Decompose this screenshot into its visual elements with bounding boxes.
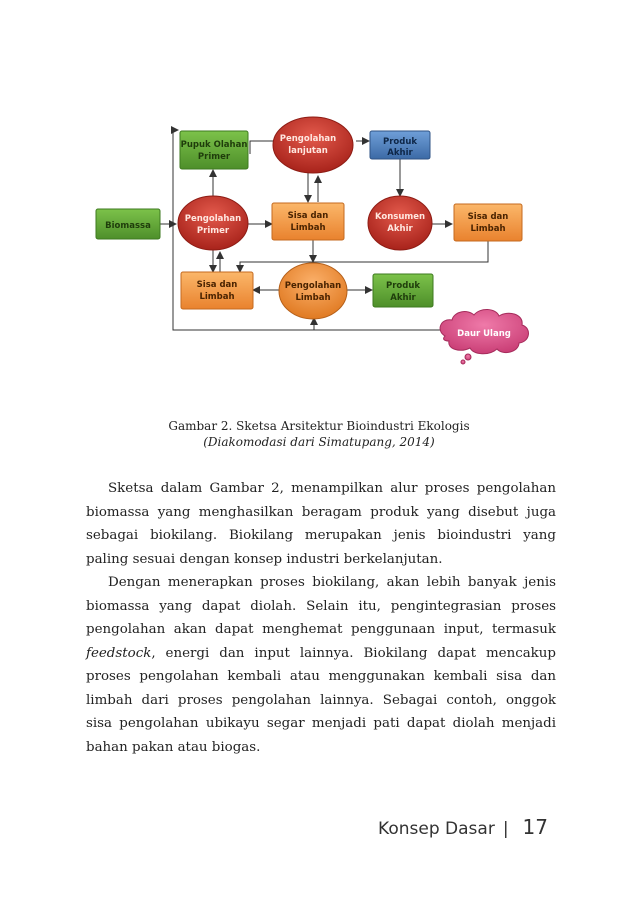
svg-text:Biomassa: Biomassa — [105, 221, 151, 231]
paragraph-2-line — [86, 642, 556, 666]
svg-text:Pengolahan: Pengolahan — [184, 214, 242, 224]
figure-caption-title: Gambar 2. Sketsa Arsitektur Bioindustri Ekologis — [168, 419, 470, 433]
svg-text:Pengolahan: Pengolahan — [284, 281, 342, 291]
node-daur-ulang-cloud — [440, 309, 528, 364]
svg-text:Limbah: Limbah — [470, 224, 506, 234]
footer-separator: | — [502, 819, 509, 839]
node-pengolahan-lanjutan — [273, 117, 353, 173]
node-pupuk-olahan-primer — [180, 131, 248, 169]
svg-text:Akhir: Akhir — [390, 293, 416, 303]
paragraph-2-line: pengolahan akan dapat menghemat penggunaan input, termasuk — [86, 622, 556, 637]
paragraph-2-line: limbah dari proses pengolahan lainnya. Sebagai contoh, onggok — [86, 692, 556, 708]
svg-text:Limbah: Limbah — [290, 223, 326, 233]
paragraph-1-line: Sketsa dalam Gambar 2, menampilkan alur proses pengolahan — [108, 481, 556, 496]
paragraph-2-line: bahan pakan atau biogas. — [86, 739, 261, 755]
node-sisa-limbah-right — [454, 204, 522, 241]
node-konsumen-akhir — [368, 196, 432, 250]
arrow-sisa-right-to-sisa-bottom — [240, 241, 488, 272]
svg-text:Limbah: Limbah — [199, 292, 235, 302]
paragraph-2-line: sisa pengolahan ubikayu segar menjadi pati dapat diolah menjadi — [86, 716, 556, 731]
svg-text:Sisa dan: Sisa dan — [287, 211, 329, 221]
feedstock-term: feedstock — [86, 645, 152, 661]
node-produk-akhir-top — [370, 131, 430, 159]
bioindustry-diagram — [0, 0, 638, 410]
paragraph-2-line: Dengan menerapkan proses biokilang, akan lebih banyak jenis — [108, 575, 556, 590]
paragraph-1 — [86, 477, 556, 571]
svg-text:Daur Ulang: Daur Ulang — [457, 329, 511, 339]
paragraph-2 — [86, 571, 556, 759]
node-pengolahan-limbah — [279, 263, 347, 319]
svg-text:Akhir: Akhir — [387, 224, 413, 234]
page-footer — [378, 815, 548, 839]
node-sisa-limbah-mid — [272, 203, 344, 240]
svg-text:Primer: Primer — [197, 152, 231, 162]
svg-text:Primer: Primer — [196, 226, 230, 236]
paragraph-2-line: biomassa yang dapat diolah. Selain itu, pengintegrasian proses — [86, 598, 556, 614]
figure-caption-source: (Diakomodasi dari Simatupang, 2014) — [203, 435, 435, 449]
footer-section-title: Konsep Dasar — [378, 819, 495, 839]
svg-text:Pengolahan: Pengolahan — [279, 134, 337, 144]
svg-text:Akhir: Akhir — [387, 148, 413, 158]
svg-text:Produk: Produk — [382, 137, 418, 147]
paragraph-2-line-rest: , energi dan input lainnya. Biokilang dapat mencakup — [151, 645, 556, 661]
paragraph-2-line: proses pengolahan kembali atau menggunakan kembali sisa dan — [86, 669, 556, 684]
svg-text:Sisa dan: Sisa dan — [196, 280, 238, 290]
svg-text:Konsumen: Konsumen — [374, 212, 426, 222]
svg-text:lanjutan: lanjutan — [288, 146, 328, 156]
node-sisa-limbah-bottom — [181, 272, 253, 309]
svg-text:Pupuk Olahan: Pupuk Olahan — [180, 140, 248, 150]
paragraph-1-line: paling sesuai dengan konsep industri berkelanjutan. — [86, 551, 443, 567]
svg-text:Produk: Produk — [385, 281, 421, 291]
page-number: 17 — [522, 815, 548, 839]
node-produk-akhir-bottom — [373, 274, 433, 307]
node-pengolahan-primer — [178, 196, 248, 250]
paragraph-1-line: sebagai biokilang. Biokilang merupakan jenis bioindustri yang — [86, 528, 556, 543]
svg-text:Sisa dan: Sisa dan — [467, 212, 509, 222]
node-biomassa — [96, 209, 160, 239]
paragraph-1-line: biomassa yang menghasilkan beragam produk yang disebut juga — [86, 504, 556, 520]
svg-text:Limbah: Limbah — [295, 293, 331, 303]
